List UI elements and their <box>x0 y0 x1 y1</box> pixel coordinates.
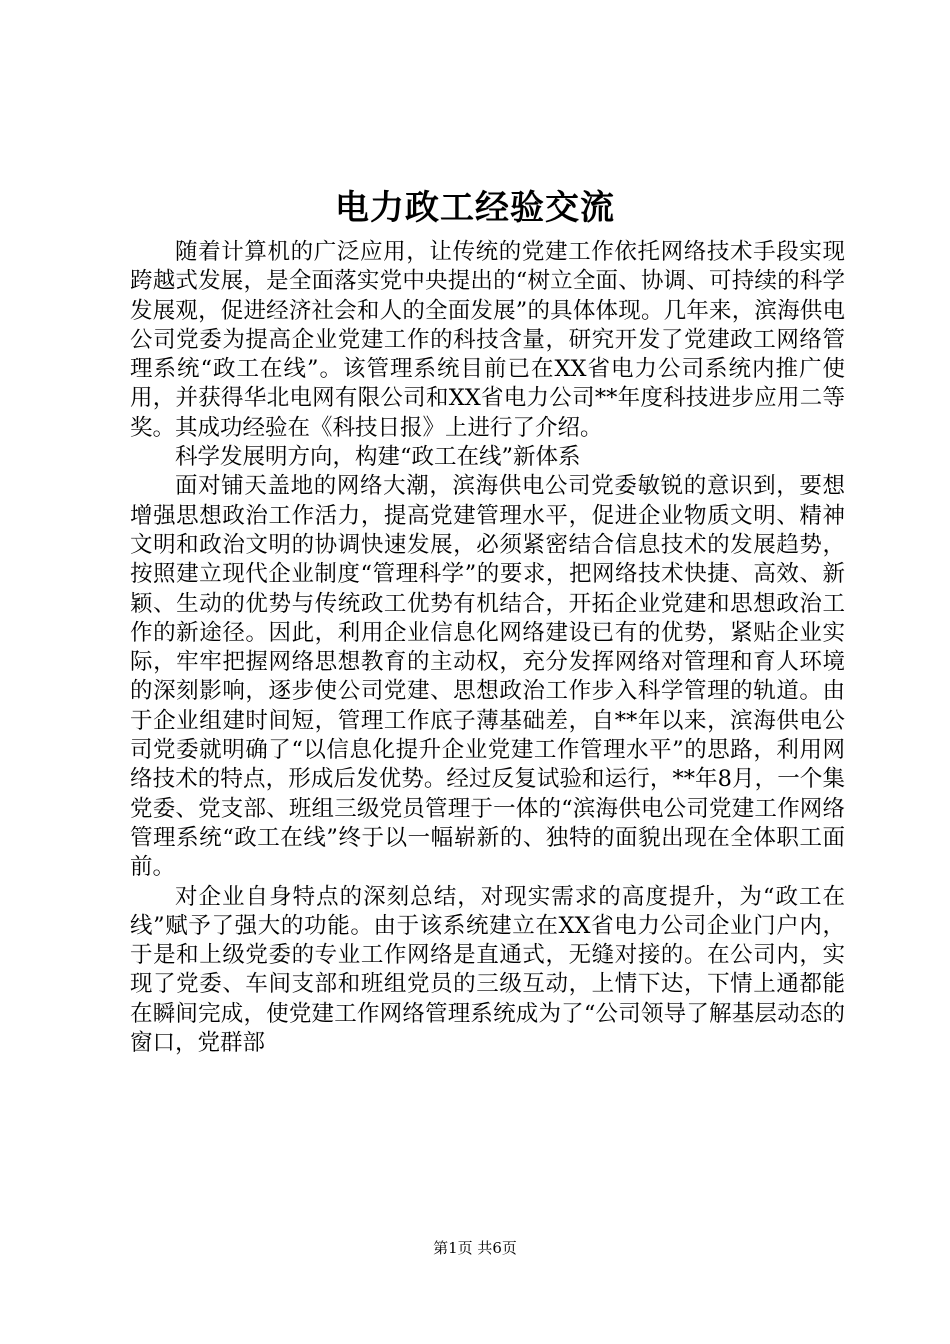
document-body <box>130 238 845 1058</box>
paragraph-intro: 随着计算机的广泛应用，让传统的党建工作依托网络技术手段实现跨越式发展，是全面落实党中央提出的“树立全面、协调、可持续的科学发展观，促进经济社会和人的全面发展”的具体体现。几年来，滨海供电公司党委为提高企业党建工作的科技含量，研究开发了党建政工网络管理系统“政工在线”。该管理系统目前已在XX省电力公司系统内推广使用，并获得华北电网有限公司和XX省电力公司**年度科技进步应用二等奖。其成功经验在《科技日报》上进行了介绍。 <box>130 239 845 441</box>
section-heading: 科学发展明方向，构建“政工在线”新体系 <box>175 444 581 471</box>
paragraph-background: 面对铺天盖地的网络大潮，滨海供电公司党委敏锐的意识到，要想增强思想政治工作活力，提高党建管理水平，促进企业物质文明、精神文明和政治文明的协调快速发展，必须紧密结合信息技术的发展趋势，按照建立现代企业制度“管理科学”的要求，把网络技术快捷、高效、新颖、生动的优势与传统政工优势有机结合，开拓企业党建和思想政治工作的新途径。因此，利用企业信息化网络建设已有的优势，紧贴企业实际，牢牢把握网络思想教育的主动权，充分发挥网络对管理和育人环境的深刻影响，逐步使公司党建、思想政治工作步入科学管理的轨道。由于企业组建时间短，管理工作底子薄基础差，自**年以来，滨海供电公司党委就明确了“以信息化提升企业党建工作管理水平”的思路，利用网络技术的特点，形成后发优势。经过反复试验和运行，**年8月，一个集党委、党支部、班组三级党员管理于一体的“滨海供电公司党建工作网络管理系统“政工在线”终于以一幅崭新的、独特的面貌出现在全体职工面前。 <box>130 473 845 881</box>
document-title: 电力政工经验交流 <box>335 188 615 228</box>
page-footer: 第1页 共6页 <box>433 1239 517 1257</box>
paragraph-features: 对企业自身特点的深刻总结，对现实需求的高度提升，为“政工在线”赋予了强大的功能。由于该系统建立在XX省电力公司企业门户内，于是和上级党委的专业工作网络是直通式，无缝对接的。在公司内，实现了党委、车间支部和班组党员的三级互动，上情下达，下情上通都能在瞬间完成，使党建工作网络管理系统成为了“公司领导了解基层动态的窗口，党群部 <box>130 883 845 1057</box>
